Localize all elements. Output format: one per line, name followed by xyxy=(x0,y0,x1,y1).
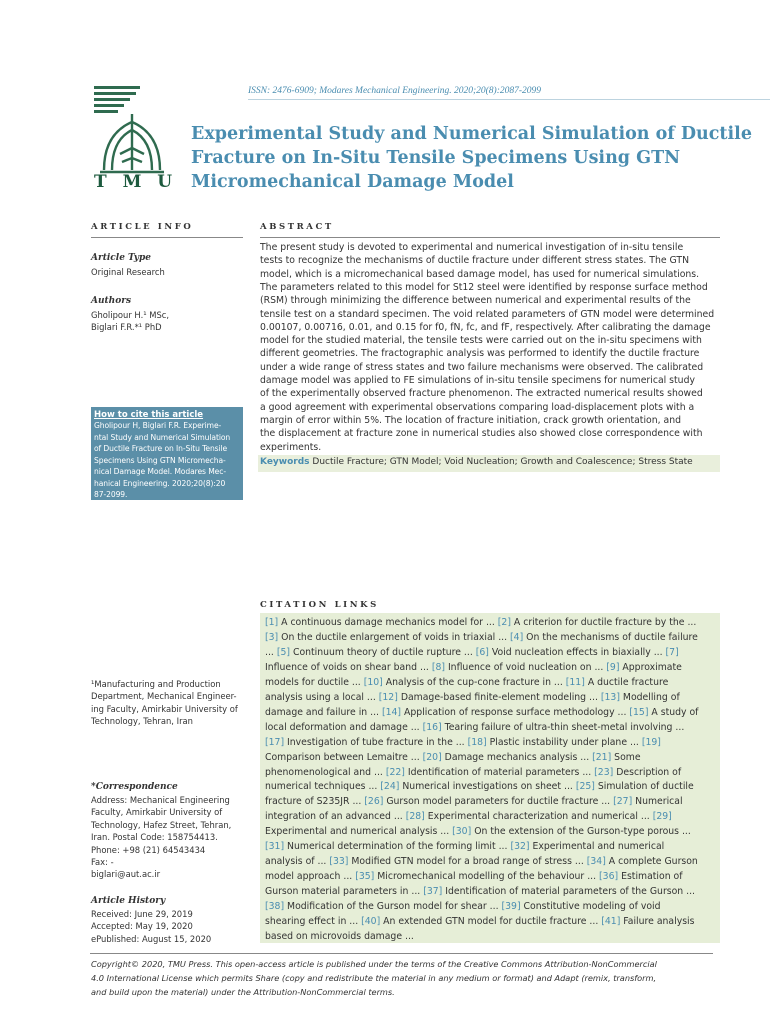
citation-line[interactable]: Influence of voids on shear band ... [8] Influence of void nucleation on ... [9] Approximate xyxy=(265,661,682,673)
abstract-line: (RSM) through minimizing the difference between numerical and experimental results of the xyxy=(260,295,691,307)
reference-number[interactable]: [40] xyxy=(361,916,381,927)
abstract-line: experiments. xyxy=(260,441,322,453)
reference-number[interactable]: [22] xyxy=(385,766,405,778)
citation-line[interactable]: [17] Investigation of tube fracture in the ... [18] Plastic instability under plane ... [19] xyxy=(265,736,661,748)
reference-number[interactable]: [2] xyxy=(497,617,511,628)
article-info-heading: ARTICLE INFO xyxy=(91,222,194,232)
reference-number[interactable]: [39] xyxy=(501,901,521,913)
keywords-value: Ductile Fracture; GTN Model; Void Nucleation; Growth and Coalescence; Stress State xyxy=(312,457,693,467)
correspondence-line: Technology, Hafez Street, Tehran, xyxy=(91,819,232,830)
cite-line: ntal Study and Numerical Simulation xyxy=(94,432,231,442)
affiliation-line: Department, Mechanical Engineer- xyxy=(91,691,237,702)
citation-line[interactable]: Comparison between Lemaitre ... [20] Damage mechanics analysis ... [21] Some xyxy=(265,751,641,763)
reference-number[interactable]: [19] xyxy=(641,736,661,748)
history-line: Received: June 29, 2019 xyxy=(91,909,193,919)
reference-number[interactable]: [25] xyxy=(575,781,595,793)
how-to-cite-box xyxy=(91,407,243,500)
reference-number[interactable]: [6] xyxy=(475,646,489,658)
citation-line[interactable]: fracture of S235JR ... [26] Gurson model parameters for ductile fracture ... [27] Numerical xyxy=(265,796,683,808)
citation-line[interactable]: integration of an advanced ... [28] Experimental characterization and numerical ... [29] xyxy=(265,811,672,823)
reference-number[interactable]: [16] xyxy=(422,721,442,733)
citation-line[interactable]: shearing effect in ... [40] An extended GTN model for ductile fracture ... [41] Failure analysis xyxy=(265,916,695,927)
citation-line[interactable]: phenomenological and ... [22] Identification of material parameters ... [23] Description of xyxy=(265,766,682,778)
header-rule xyxy=(248,99,770,100)
correspondence-details xyxy=(91,794,231,881)
reference-number[interactable]: [28] xyxy=(405,811,425,823)
reference-number[interactable]: [37] xyxy=(423,886,443,898)
reference-number[interactable]: [7] xyxy=(665,646,679,658)
cite-line: 87-2099. xyxy=(94,490,128,499)
citation-line[interactable]: analysis of ... [33] Modified GTN model for a broad range of stress ... [34] A complete Gurson xyxy=(265,856,698,868)
cite-line: Gholipour H, Biglari F.R. Experime- xyxy=(94,421,222,430)
abstract-line: of the experimentally observed fracture phenomenon. The extracted numerical results showed xyxy=(260,388,703,400)
citation-line[interactable]: [1] A continuous damage mechanics model for ... [2] A criterion for ductile fracture by the ... xyxy=(265,617,697,628)
reference-number[interactable]: [32] xyxy=(510,841,530,853)
tmu-logo xyxy=(92,84,178,194)
abstract-rule xyxy=(260,237,720,238)
correspondence-line: Iran. Postal Code: 158754413. xyxy=(91,832,218,843)
correspondence-label: *Correspondence xyxy=(91,782,178,792)
citation-line[interactable]: model approach ... [35] Micromechanical modelling of the behaviour ... [36] Estimation of xyxy=(265,871,683,883)
copyright-line: Copyright© 2020, TMU Press. This open-access article is published under the terms of the Creative Commons Attribution-NonCommercial xyxy=(91,959,657,969)
how-to-cite-title[interactable]: How to cite this article xyxy=(94,410,204,420)
article-history-label: Article History xyxy=(91,896,166,906)
reference-number[interactable]: [41] xyxy=(601,916,621,927)
reference-number[interactable]: [30] xyxy=(452,826,472,838)
correspondence-line: Fax: - xyxy=(91,857,114,868)
abstract-heading: ABSTRACT xyxy=(260,222,334,232)
affiliation-line: ing Faculty, Amirkabir University of xyxy=(91,703,238,714)
author-1: Gholipour H.¹ MSc, xyxy=(91,310,170,320)
abstract-line: tests to recognize the mechanisms of ductile fracture under different stress states. The GTN xyxy=(260,255,690,267)
copyright-notice xyxy=(91,957,716,999)
article-title xyxy=(191,122,752,194)
reference-number[interactable]: [31] xyxy=(265,841,285,853)
reference-number[interactable]: [35] xyxy=(355,871,375,883)
abstract-line: the displacement at fracture zone in numerical studies also showed close correspondence with xyxy=(260,428,703,440)
citation-line[interactable]: Gurson material parameters in ... [37] Identification of material parameters of the Gurson ... xyxy=(265,886,696,898)
citation-line[interactable]: [3] On the ductile enlargement of voids in triaxial ... [4] On the mechanisms of ductile failure xyxy=(265,631,698,643)
title-line: Fracture on In-Situ Tensile Specimens Using GTN xyxy=(191,148,681,168)
keywords-label: Keywords xyxy=(260,457,310,467)
reference-number[interactable]: [9] xyxy=(606,661,620,673)
abstract-line: tensile test on a standard specimen. The void related parameters of GTN model were determined xyxy=(260,308,715,320)
cite-line: Specimens Using GTN Micromecha- xyxy=(94,455,226,465)
citation-line[interactable]: local deformation and damage ... [16] Tearing failure of ultra-thin sheet-metal involving ... xyxy=(265,721,685,733)
reference-number[interactable]: [15] xyxy=(629,706,649,718)
reference-number[interactable]: [3] xyxy=(265,631,279,643)
cite-line: hanical Engineering. 2020;20(8):20 xyxy=(94,478,226,488)
abstract-line: The parameters related to this model for St12 steel were identified by response surface method xyxy=(260,281,708,293)
reference-number[interactable]: [1] xyxy=(265,617,279,628)
footer-rule xyxy=(90,953,713,954)
email-link[interactable]: biglari@aut.ac.ir xyxy=(91,869,161,880)
reference-number[interactable]: [27] xyxy=(613,796,633,808)
citation-line[interactable]: [31] Numerical determination of the forming limit ... [32] Experimental and numerical xyxy=(265,841,665,853)
cite-line: of Ductile Fracture on In-Situ Tensile xyxy=(94,444,228,453)
logo-text: T M U xyxy=(94,172,178,192)
reference-number[interactable]: [4] xyxy=(510,631,524,643)
authors-label: Authors xyxy=(91,296,132,306)
abstract-line: model, which is a micromechanical based damage model, has used for numerical simulations. xyxy=(260,268,700,280)
abstract-line: damage model was applied to FE simulations of in-situ tensile specimens for numerical study xyxy=(260,375,695,386)
abstract-line: The present study is devoted to experimental and numerical investigation of in-situ tensile xyxy=(260,242,684,253)
reference-number[interactable]: [36] xyxy=(599,871,619,883)
reference-number[interactable]: [13] xyxy=(600,691,620,703)
reference-number[interactable]: [8] xyxy=(431,661,445,673)
abstract-line: under a wide range of stress states and two failure mechanisms were observed. The calibrated xyxy=(260,361,704,373)
journal-issn: ISSN: 2476-6909; Modares Mechanical Engineering. 2020;20(8):2087-2099 xyxy=(248,86,542,96)
reference-number[interactable]: [33] xyxy=(329,856,349,868)
citation-line[interactable]: ... [5] Continuum theory of ductile rupture ... [6] Void nucleation effects in biaxially ... [7] xyxy=(265,646,679,658)
reference-number[interactable]: [12] xyxy=(378,691,398,703)
affiliation-line: Technology, Tehran, Iran xyxy=(91,716,193,727)
abstract-line: a good agreement with experimental observations comparing load-displacement plots with a xyxy=(260,401,695,413)
citation-line[interactable]: analysis using a local ... [12] Damage-based finite-element modeling ... [13] Modelling of xyxy=(265,691,680,703)
copyright-line: and build upon the material) under the Attribution-NonCommercial terms. xyxy=(91,987,395,997)
affiliation xyxy=(91,678,238,728)
history-line: ePublished: August 15, 2020 xyxy=(91,933,212,944)
article-type-value: Original Research xyxy=(91,267,165,277)
title-line: Experimental Study and Numerical Simulation of Ductile xyxy=(191,124,752,144)
reference-number[interactable]: [24] xyxy=(380,781,400,793)
abstract-line: margin of error within 5%. The location of fracture initiation, crack growth orientation, and xyxy=(260,414,682,426)
citation-line[interactable]: Experimental and numerical analysis ... [30] On the extension of the Gurson-type porous ... xyxy=(265,826,691,838)
article-type-label: Article Type xyxy=(91,253,152,263)
article-info-rule xyxy=(91,237,243,238)
title-line: Micromechanical Damage Model xyxy=(191,172,514,192)
keywords xyxy=(260,457,720,467)
author-2: Biglari F.R.*¹ PhD xyxy=(91,322,162,332)
reference-number[interactable]: [21] xyxy=(592,751,612,763)
reference-number[interactable]: [29] xyxy=(652,811,672,823)
citation-links-heading: CITATION LINKS xyxy=(260,600,379,610)
abstract-line: 0.00107, 0.00716, 0.01, and 0.15 for f0, fN, fc, and fF, respectively. After calibrating the damage xyxy=(260,321,711,333)
correspondence-line: Faculty, Amirkabir University of xyxy=(91,807,223,818)
reference-number[interactable]: [38] xyxy=(265,901,285,913)
affiliation-line: ¹Manufacturing and Production xyxy=(91,679,221,689)
reference-number[interactable]: [5] xyxy=(276,646,290,658)
reference-number[interactable]: [26] xyxy=(364,796,384,808)
reference-number[interactable]: [23] xyxy=(594,766,614,778)
citation-line[interactable]: [38] Modification of the Gurson model for shear ... [39] Constitutive modeling of void xyxy=(265,901,661,913)
reference-number[interactable]: [18] xyxy=(467,736,487,748)
correspondence-line: Phone: +98 (21) 64543434 xyxy=(91,844,206,855)
reference-number[interactable]: [14] xyxy=(381,706,402,718)
article-history xyxy=(91,908,211,945)
citation-line[interactable]: damage and failure in ... [14] Application of response surface methodology ... [15] A study of xyxy=(265,706,699,718)
reference-number[interactable]: [17] xyxy=(265,736,285,748)
reference-number[interactable]: [10] xyxy=(363,676,383,688)
copyright-line: 4.0 International License which permits Share (copy and redistribute the material in any medium or format) and Adapt (remix, transform, xyxy=(91,973,657,983)
reference-number[interactable]: [20] xyxy=(422,751,442,763)
citation-line[interactable]: models for ductile ... [10] Analysis of the cup-cone fracture in ... [11] A ductile fracture xyxy=(265,676,669,688)
citation-line[interactable]: based on microvoids damage ... xyxy=(265,930,414,942)
abstract-line: model for the studied material, the tensile tests were carried out on the in-situ specimens with xyxy=(260,335,702,347)
abstract-line: different geometries. The fractographic analysis was performed to identify the ductile fracture xyxy=(260,348,700,360)
reference-number[interactable]: [34] xyxy=(586,856,606,868)
cite-line: nical Damage Model. Modares Mec- xyxy=(94,467,226,476)
reference-number[interactable]: [11] xyxy=(565,676,585,688)
correspondence-line: Address: Mechanical Engineering xyxy=(91,795,230,805)
history-line: Accepted: May 19, 2020 xyxy=(91,921,193,932)
citation-line[interactable]: numerical techniques ... [24] Numerical investigations on sheet ... [25] Simulation of ductile xyxy=(265,781,694,793)
